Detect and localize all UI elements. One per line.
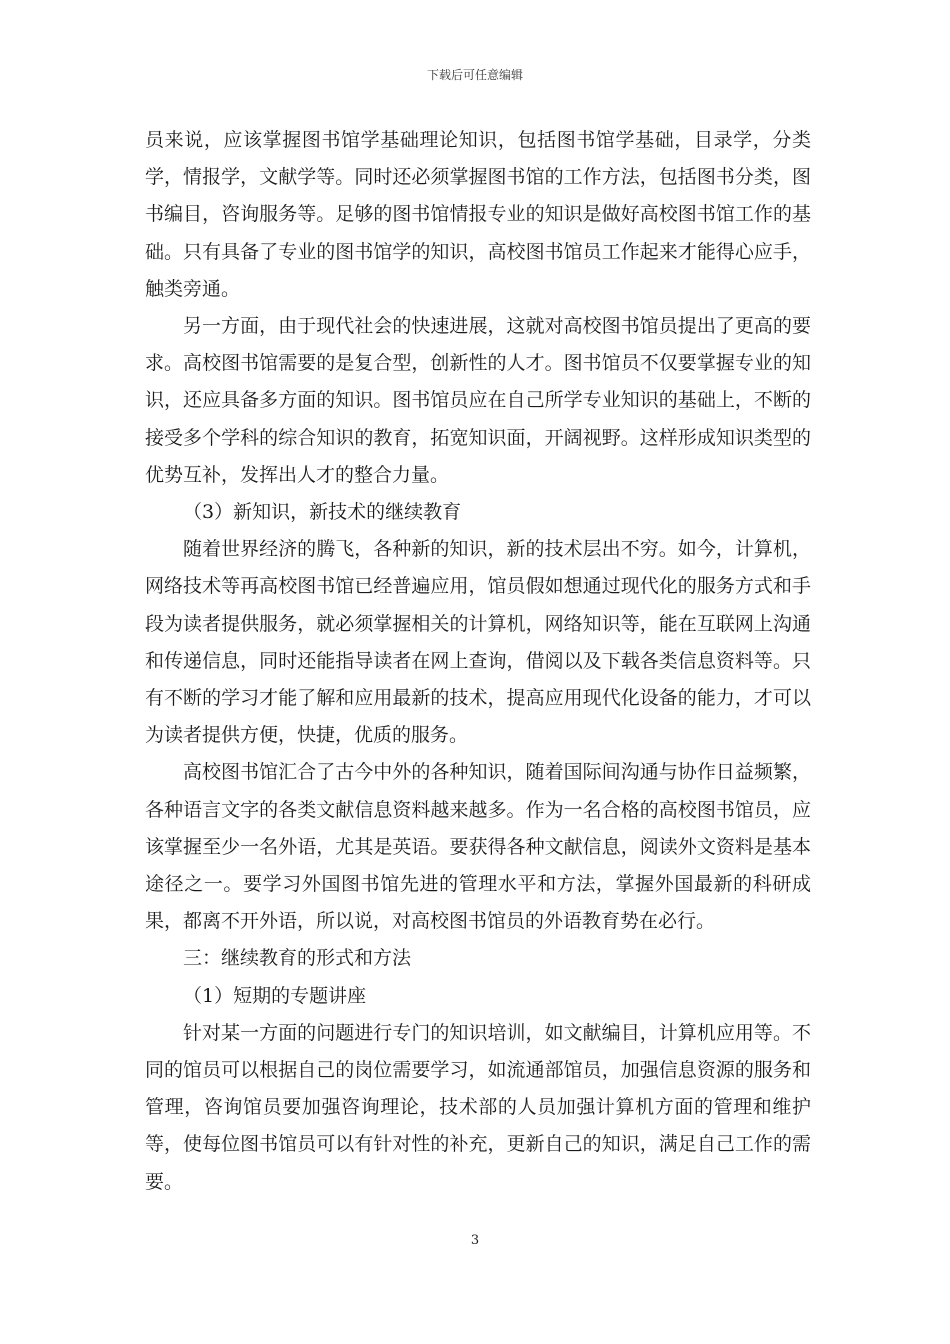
section-subheading: （3）新知识，新技术的继续教育: [183, 501, 462, 524]
paragraph: 随着世界经济的腾飞，各种新的知识，新的技术层出不穷。如今，计算机，网络技术等再高校图书馆已经普遍应用，馆员假如想通过现代化的服务方式和手段为读者提供服务，就必须掌握相关的计算机，网络知识等，能在互联网上沟通和传递信息，同时还能指导读者在网上查询，借阅以及下载各类信息资料等。只有不断的学习才能了解和应用最新的技术，提高应用现代化设备的能力，才可以为读者提供方便，快捷，优质的服务。: [145, 538, 811, 747]
paragraph: 高校图书馆汇合了古今中外的各种知识，随着国际间沟通与协作日益频繁，各种语言文字的各类文献信息资料越来越多。作为一名合格的高校图书馆员，应该掌握至少一名外语，尤其是英语。要获得各种文献信息，阅读外文资料是基本途径之一。要学习外国图书馆先进的管理水平和方法，掌握外国最新的科研成果，都离不开外语，所以说，对高校图书馆员的外语教育势在必行。: [145, 761, 811, 933]
page-number: 3: [470, 1233, 480, 1248]
paragraph: 另一方面，由于现代社会的快速进展，这就对高校图书馆员提出了更高的要求。高校图书馆需要的是复合型，创新性的人才。图书馆员不仅要掌握专业的知识，还应具备多方面的知识。图书馆员应在自己所学专业知识的基础上，不断的接受多个学科的综合知识的教育，拓宽知识面，开阔视野。这样形成知识类型的优势互补，发挥出人才的整合力量。: [145, 315, 811, 486]
paragraph-continued: 员来说，应该掌握图书馆学基础理论知识，包括图书馆学基础，目录学，分类学，情报学，文献学等。同时还必须掌握图书馆的工作方法，包括图书分类，图书编目，咨询服务等。足够的图书馆情报专业的知识是做好高校图书馆工作的基础。只有具备了专业的图书馆学的知识，高校图书馆员工作起来才能得心应手，触类旁通。: [145, 129, 811, 300]
page-header: 下载后可任意编辑: [426, 68, 523, 82]
section-subheading: （1）短期的专题讲座: [183, 984, 367, 1007]
document-body: [145, 122, 811, 1201]
paragraph: 针对某一方面的问题进行专门的知识培训，如文献编目，计算机应用等。不同的馆员可以根据自己的岗位需要学习，如流通部馆员，加强信息资源的服务和管理，咨询馆员要加强咨询理论，技术部的人员加强计算机方面的管理和维护等，使每位图书馆员可以有针对性的补充，更新自己的知识，满足自己工作的需要。: [145, 1021, 811, 1193]
section-heading: 三：继续教育的形式和方法: [183, 947, 412, 970]
